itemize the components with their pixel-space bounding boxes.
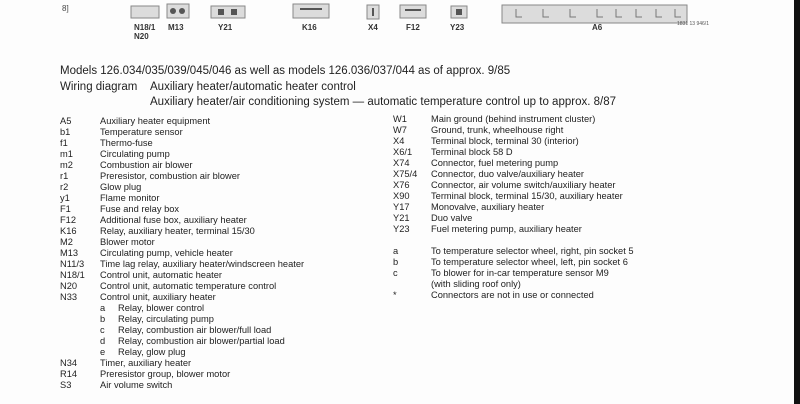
n18-symbol — [131, 6, 159, 18]
legend-row — [60, 325, 380, 336]
legend-description: Duo valve — [431, 213, 473, 223]
legend-row — [393, 202, 693, 213]
y21-mark — [218, 9, 224, 15]
legend-code: c — [393, 268, 398, 278]
legend-row — [60, 347, 380, 358]
legend-code: f1 — [60, 138, 68, 148]
legend-code: m2 — [60, 160, 73, 170]
legend-code: N34 — [60, 358, 78, 368]
legend-description: Ground, trunk, wheelhouse right — [431, 125, 564, 135]
legend-code: Y23 — [393, 224, 410, 234]
k16-mark — [300, 8, 322, 10]
legend-row — [393, 169, 693, 180]
legend-code: b — [393, 257, 399, 267]
legend-row — [60, 303, 380, 314]
legend-code: K16 — [60, 226, 77, 236]
legend-description: Timer, auxiliary heater — [100, 358, 192, 368]
legend-code: X74 — [393, 158, 410, 168]
legend-row — [393, 213, 693, 224]
legend-description: Control unit, automatic heater — [100, 270, 222, 280]
legend-description: Monovalve, auxiliary heater — [431, 202, 545, 212]
legend-right-column — [393, 114, 693, 301]
legend-code: F12 — [60, 215, 77, 225]
legend-description: (with sliding roof only) — [431, 279, 521, 289]
legend-description: Connector, air volume switch/auxiliary heater — [431, 180, 616, 190]
legend-code: A5 — [60, 116, 72, 126]
legend-code: Y17 — [393, 202, 410, 212]
legend-description: Connector, fuel metering pump — [431, 158, 559, 168]
legend-row — [393, 136, 693, 147]
legend-code: d — [100, 336, 106, 346]
label-y21: Y21 — [218, 23, 233, 32]
label-n20: N20 — [134, 32, 149, 41]
legend-code: a — [100, 303, 106, 313]
m13-motor-mark — [170, 8, 176, 14]
legend-description: Terminal block, terminal 30 (interior) — [431, 136, 579, 146]
label-f12: F12 — [406, 23, 420, 32]
legend-description: Flame monitor — [100, 193, 160, 203]
legend-code: Y21 — [393, 213, 410, 223]
legend-description: Circulating pump, vehicle heater — [100, 248, 233, 258]
wiring-diagram-label: Wiring diagram — [60, 81, 138, 93]
label-k16: K16 — [302, 23, 317, 32]
legend-description: To blower for in-car temperature sensor M9 — [431, 268, 609, 278]
legend-row — [393, 246, 693, 257]
legend-code: c — [100, 325, 105, 335]
legend-description: Main ground (behind instrument cluster) — [431, 114, 596, 124]
legend-left-column — [60, 116, 380, 391]
models-line: Models 126.034/035/039/045/046 as well as models 126.036/037/044 as of approx. 9/85 — [60, 65, 511, 77]
legend-code: * — [393, 290, 397, 300]
legend-row — [393, 158, 693, 169]
legend-row — [60, 270, 380, 281]
legend-description: Combustion air blower — [100, 160, 193, 170]
legend-description: Control unit, automatic temperature control — [100, 281, 277, 291]
legend-row — [393, 257, 693, 268]
legend-description: Fuse and relay box — [100, 204, 180, 214]
legend-code: a — [393, 246, 399, 256]
legend-row — [60, 237, 380, 248]
legend-code: W7 — [393, 125, 407, 135]
legend-row — [60, 292, 380, 303]
legend-row — [60, 182, 380, 193]
label-x4: X4 — [368, 23, 378, 32]
legend-description: Connectors are not in use or connected — [431, 290, 594, 300]
legend-code: r1 — [60, 171, 69, 181]
reference-number: 1831 13 946/1 — [677, 21, 709, 27]
legend-description: Temperature sensor — [100, 127, 183, 137]
legend-code: b — [100, 314, 106, 324]
legend-description: Time lag relay, auxiliary heater/windscreen heater — [100, 259, 305, 269]
legend-row — [393, 114, 693, 125]
legend-row — [60, 171, 380, 182]
legend-description: Air volume switch — [100, 380, 173, 390]
legend-description: Preresistor group, blower motor — [100, 369, 231, 379]
y21-mark — [231, 9, 237, 15]
legend-row — [60, 281, 380, 292]
legend-row — [60, 138, 380, 149]
legend-description: To temperature selector wheel, right, pin socket 5 — [431, 246, 634, 256]
legend-row — [60, 259, 380, 270]
legend-code: S3 — [60, 380, 72, 390]
legend-row — [60, 380, 380, 391]
legend-row — [60, 127, 380, 138]
legend-description: Relay, glow plug — [118, 347, 186, 357]
wiring-diagram-title-1: Auxiliary heater/automatic heater control — [150, 81, 356, 93]
corner-mark: 8] — [62, 4, 69, 13]
legend-row — [393, 235, 693, 246]
label-n18-1: N18/1 — [134, 23, 156, 32]
label-m13: M13 — [168, 23, 184, 32]
legend-description: Relay, circulating pump — [118, 314, 214, 324]
legend-code: b1 — [60, 127, 71, 137]
legend-row — [393, 224, 693, 235]
legend-row — [60, 160, 380, 171]
f12-mark — [405, 9, 421, 11]
component-symbols — [0, 0, 792, 46]
legend-row — [393, 268, 693, 279]
legend-row — [60, 215, 380, 226]
legend-code: e — [100, 347, 106, 357]
y23-mark — [456, 9, 462, 15]
legend-code: m1 — [60, 149, 73, 159]
legend-code: X90 — [393, 191, 410, 201]
legend-row — [60, 248, 380, 259]
legend-row — [60, 336, 380, 347]
wiring-diagram-title-2: Auxiliary heater/air conditioning system — automatic temperature control up to approx. 8/87 — [150, 96, 616, 108]
legend-code: F1 — [60, 204, 71, 214]
legend-description: Preresistor, combustion air blower — [100, 171, 241, 181]
page-edge — [794, 0, 800, 404]
legend-code: N18/1 — [60, 270, 85, 280]
a6-symbol — [502, 5, 687, 23]
m13-motor-mark — [179, 8, 185, 14]
legend-description: Thermo-fuse — [100, 138, 153, 148]
label-y23: Y23 — [450, 23, 465, 32]
legend-row — [60, 193, 380, 204]
legend-code: r2 — [60, 182, 69, 192]
legend-code: M2 — [60, 237, 73, 247]
legend-row — [60, 226, 380, 237]
label-a6: A6 — [592, 23, 603, 32]
legend-description: Relay, auxiliary heater, terminal 15/30 — [100, 226, 255, 236]
legend-description: Relay, blower control — [118, 303, 205, 313]
legend-code: X75/4 — [393, 169, 418, 179]
legend-code: X4 — [393, 136, 405, 146]
legend-row — [393, 290, 693, 301]
legend-row — [60, 358, 380, 369]
legend-code: X6/1 — [393, 147, 413, 157]
legend-description: Terminal block, terminal 15/30, auxiliary heater — [431, 191, 623, 201]
legend-code: N20 — [60, 281, 78, 291]
legend-code: M13 — [60, 248, 79, 258]
legend-description: Terminal block 58 D — [431, 147, 513, 157]
legend-description: Fuel metering pump, auxiliary heater — [431, 224, 582, 234]
legend-code: R14 — [60, 369, 78, 379]
legend-row — [60, 116, 380, 127]
legend-row — [393, 125, 693, 136]
legend-description: Relay, combustion air blower/partial load — [118, 336, 285, 346]
legend-row — [393, 279, 693, 290]
diagram-component-strip — [0, 0, 792, 46]
legend-row — [60, 314, 380, 325]
legend-row — [393, 180, 693, 191]
legend-code: y1 — [60, 193, 70, 203]
k16-symbol — [293, 4, 329, 18]
legend-code: N11/3 — [60, 259, 85, 269]
legend-description: Glow plug — [100, 182, 142, 192]
x4-mark — [372, 8, 374, 16]
legend-row — [393, 191, 693, 202]
legend-code: N33 — [60, 292, 78, 302]
legend-description: Relay, combustion air blower/full load — [118, 325, 272, 335]
legend-description: Auxiliary heater equipment — [100, 116, 211, 126]
legend-description: To temperature selector wheel, left, pin socket 6 — [431, 257, 628, 267]
y21-symbol — [211, 6, 245, 18]
legend-row — [60, 149, 380, 160]
legend-description: Additional fuse box, auxiliary heater — [100, 215, 247, 225]
legend-code: W1 — [393, 114, 407, 124]
legend-description: Blower motor — [100, 237, 155, 247]
legend-row — [60, 204, 380, 215]
legend-description: Control unit, auxiliary heater — [100, 292, 216, 302]
legend-description: Circulating pump — [100, 149, 170, 159]
legend-row — [60, 369, 380, 380]
legend-code: X76 — [393, 180, 410, 190]
legend-row — [393, 147, 693, 158]
legend-description: Connector, duo valve/auxiliary heater — [431, 169, 584, 179]
f12-symbol — [400, 5, 426, 18]
